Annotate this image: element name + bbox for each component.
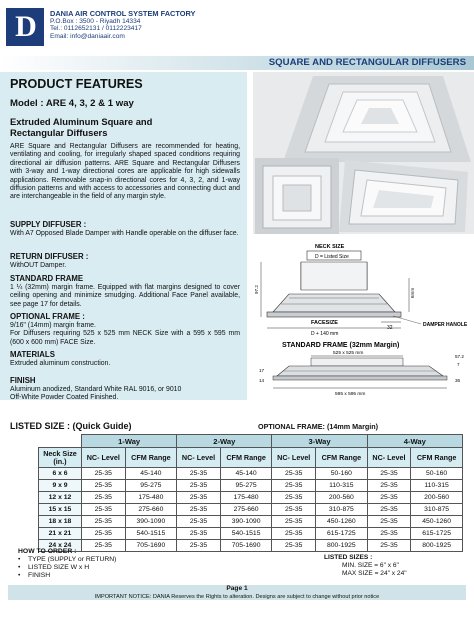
nc-cell: 25-35 [367,504,411,516]
table-row [39,468,463,480]
order-item: • FINISH [18,572,51,579]
cfm-cell: 705-1690 [125,540,177,552]
dim-97: 97.2 [254,285,259,294]
cfm-cell: 50-160 [411,468,463,480]
model-line: Model : ARE 4, 3, 2 & 1 way [10,98,134,109]
standard-frame-caption: STANDARD FRAME (32mm Margin) [282,342,400,349]
cfm-cell: 175-480 [125,492,177,504]
standard-frame-text: 1 ¼ (32mm) margin frame. Equipped with flat margins designed to cover ceiling opening and minimize smudging. Additional Face Panel available, see page 17 for details. [10,284,240,308]
nc-cell: 25-35 [82,528,126,540]
dim-7: 7 [457,362,460,367]
important-notice: IMPORTANT NOTICE: DANIA Reserves the Rights to alteration. Designs are subject to change without prior notice [94,594,380,600]
row-size: 18 x 18 [39,516,82,528]
cfm-cell: 450-1260 [411,516,463,528]
listed-sizes-title: LISTED SIZES : [324,554,373,561]
materials-title: MATERIALS [10,350,55,359]
cfm-cell: 110-315 [316,480,368,492]
product-description: ARE Square and Rectangular Diffusers are recommended for heating, ventilating and cooling, for irregularly shaped spaced conditions requiring directional air diffusion patterns. ARE Square and Rectangular Diffusers with 3-way and 1-way directional cores are applicable for high sidewalls applications. Removable snap-in directional cores for 4, 3, 2, and 1-way diffusion patterns and with access to accessories and connecting duct and are interchangeable in the field of any margin style. [10,143,240,201]
nc-cell: 25-35 [177,528,221,540]
neck-size-label: NECK SIZE [315,244,345,250]
nc-cell: 25-35 [367,528,411,540]
supply-title: SUPPLY DIFFUSER : [10,220,87,229]
cfm-cell: 310-875 [316,504,368,516]
nc-cell: 25-35 [177,504,221,516]
finish-line-1: Aluminum anodized, Standard White RAL 9016, or 9010 [10,386,182,393]
finish-text [10,386,240,403]
group-3-way: 3-Way [272,435,367,448]
diffuser-photo [253,72,474,234]
table-row [39,492,463,504]
nc-cell: 25-35 [82,516,126,528]
nc-cell: 25-35 [177,480,221,492]
email: Email: info@daniaair.com [50,32,125,40]
cfm-cell: 310-875 [411,504,463,516]
square-diffuser-large [283,76,471,162]
row-size: 6 x 6 [39,468,82,480]
cfm-cell: 390-1090 [220,516,272,528]
dim-14: 14 [259,378,265,383]
materials-text: Extruded aluminum construction. [10,360,111,367]
company-info [50,10,196,40]
po-box: P.O.Box : 3500 - Riyadh 14334 [50,17,141,25]
nc-cell: 25-35 [177,468,221,480]
nc-cell: 25-35 [82,540,126,552]
cfm-cell: 705-1690 [220,540,272,552]
table-corner [39,435,82,448]
cfm-cell: 175-480 [220,492,272,504]
dim-57: 57.2 [455,354,464,359]
company-name: DANIA AIR CONTROL SYSTEM FACTORY [50,9,196,18]
nc-cell: 25-35 [367,492,411,504]
optional-frame-title: OPTIONAL FRAME : [10,312,85,321]
optional-frame-line-1: 9/16" (14mm) margin frame. [10,322,96,329]
nc-header: NC- Level [272,448,316,468]
nc-cell: 25-35 [272,504,316,516]
nc-cell: 25-35 [82,504,126,516]
supply-text: With A7 Opposed Blade Damper with Handle operable on the diffuser face. [10,230,239,237]
d-plus-label: D + 140 mm [311,331,339,337]
square-diffuser-small [255,158,339,234]
cfm-cell: 50-160 [316,468,368,480]
dim-6mm: 6mm [410,287,415,298]
table-row [39,480,463,492]
row-size: 15 x 15 [39,504,82,516]
nc-cell: 25-35 [177,516,221,528]
nc-cell: 25-35 [272,468,316,480]
dim-595: 595 x 595 mm [335,392,366,397]
cfm-header: CFM Range [316,448,368,468]
row-size: 24 x 24 [39,540,82,552]
cfm-cell: 45-140 [125,468,177,480]
nc-cell: 25-35 [177,540,221,552]
listed-size-title: LISTED SIZE : (Quick Guide) [10,421,132,431]
table-group-header [39,435,463,448]
optional-frame-text [10,322,240,347]
cfm-cell: 200-560 [316,492,368,504]
nc-cell: 25-35 [272,528,316,540]
nc-header: NC- Level [177,448,221,468]
cfm-cell: 275-660 [125,504,177,516]
dim-17: 17 [259,368,265,373]
nc-header: NC- Level [367,448,411,468]
row-size: 21 x 21 [39,528,82,540]
cfm-cell: 540-1515 [125,528,177,540]
product-features-heading: PRODUCT FEATURES [10,77,143,91]
nc-cell: 25-35 [272,480,316,492]
listed-sizes [324,554,407,578]
how-to-order [18,548,116,580]
group-2-way: 2-Way [177,435,272,448]
nc-cell: 25-35 [367,540,411,552]
nc-cell: 25-35 [82,480,126,492]
nc-cell: 25-35 [82,468,126,480]
row-size: 9 x 9 [39,480,82,492]
logo-letter: D [15,10,37,43]
cfm-header: CFM Range [411,448,463,468]
d-listed-label: D = Listed Size [315,254,349,260]
row-size: 12 x 12 [39,492,82,504]
cfm-cell: 615-1725 [411,528,463,540]
listed-size-table [38,434,463,552]
cfm-cell: 95-275 [125,480,177,492]
section-title: SQUARE AND RECTANGULAR DIFFUSERS [268,57,466,68]
return-title: RETURN DIFFUSER : [10,252,89,261]
order-item-size: LISTED SIZE W x H [27,564,90,571]
page-number: Page 1 [226,585,248,592]
standard-frame-title: STANDARD FRAME [10,274,84,283]
table-body [39,468,463,552]
table-row [39,528,463,540]
standard-frame-diagram [253,238,474,398]
max-size: MAX SIZE = 24" x 24" [342,570,407,577]
order-item-type: TYPE (SUPPLY or RETURN) [27,556,117,563]
product-subtitle [10,116,152,138]
subtitle-line-2: Rectangular Diffusers [10,127,108,138]
nc-cell: 25-35 [367,468,411,480]
rectangular-diffuser [339,160,468,232]
nc-header: NC- Level [82,448,126,468]
nc-cell: 25-35 [272,540,316,552]
cfm-cell: 275-660 [220,504,272,516]
subtitle-line-1: Extruded Aluminum Square and [10,116,153,127]
table-column-header [39,448,463,468]
return-text: WithOUT Damper. [10,262,67,269]
nc-cell: 25-35 [82,492,126,504]
how-to-order-title: HOW TO ORDER : [18,548,77,555]
group-4-way: 4-Way [367,435,462,448]
optional-frame-line-2: For Diffusers requiring 525 x 525 mm NECK Size with a 595 x 595 mm (600 x 600 mm) FACE Size. [10,330,240,346]
facesize-label: FACESIZE [311,320,338,326]
cfm-cell: 800-1925 [411,540,463,552]
cfm-cell: 110-315 [411,480,463,492]
cfm-cell: 390-1090 [125,516,177,528]
order-item: • LISTED SIZE W x H [18,564,90,571]
neck-size-header: Neck Size (in.) [39,448,82,468]
dim-525: 525 x 525 mm [333,351,364,356]
optional-frame-caption: OPTIONAL FRAME: (14mm Margin) [258,422,379,431]
cfm-cell: 615-1725 [316,528,368,540]
group-1-way: 1-Way [82,435,177,448]
dim-32: 32 [387,325,393,331]
cfm-cell: 200-560 [411,492,463,504]
order-item: • TYPE (SUPPLY or RETURN) [18,556,117,563]
cfm-cell: 450-1260 [316,516,368,528]
table-row [39,516,463,528]
min-size: MIN. SIZE = 6" x 6" [342,562,399,569]
cfm-cell: 45-140 [220,468,272,480]
telephone: Tel.: 0112652131 / 0112223417 [50,25,142,33]
nc-cell: 25-35 [272,492,316,504]
damper-handle-label: DAMPER HANOLE [423,322,468,328]
table-row [39,504,463,516]
finish-title: FINISH [10,376,36,385]
nc-cell: 25-35 [272,516,316,528]
nc-cell: 25-35 [367,516,411,528]
nc-cell: 25-35 [177,492,221,504]
nc-cell: 25-35 [367,480,411,492]
finish-line-2: Off-White Powder Coated Finished. [10,394,119,402]
cfm-header: CFM Range [220,448,272,468]
cfm-cell: 800-1925 [316,540,368,552]
order-item-finish: FINISH [27,572,51,579]
cfm-cell: 95-275 [220,480,272,492]
cfm-header: CFM Range [125,448,177,468]
cfm-cell: 540-1515 [220,528,272,540]
dim-36: 36 [455,378,461,383]
